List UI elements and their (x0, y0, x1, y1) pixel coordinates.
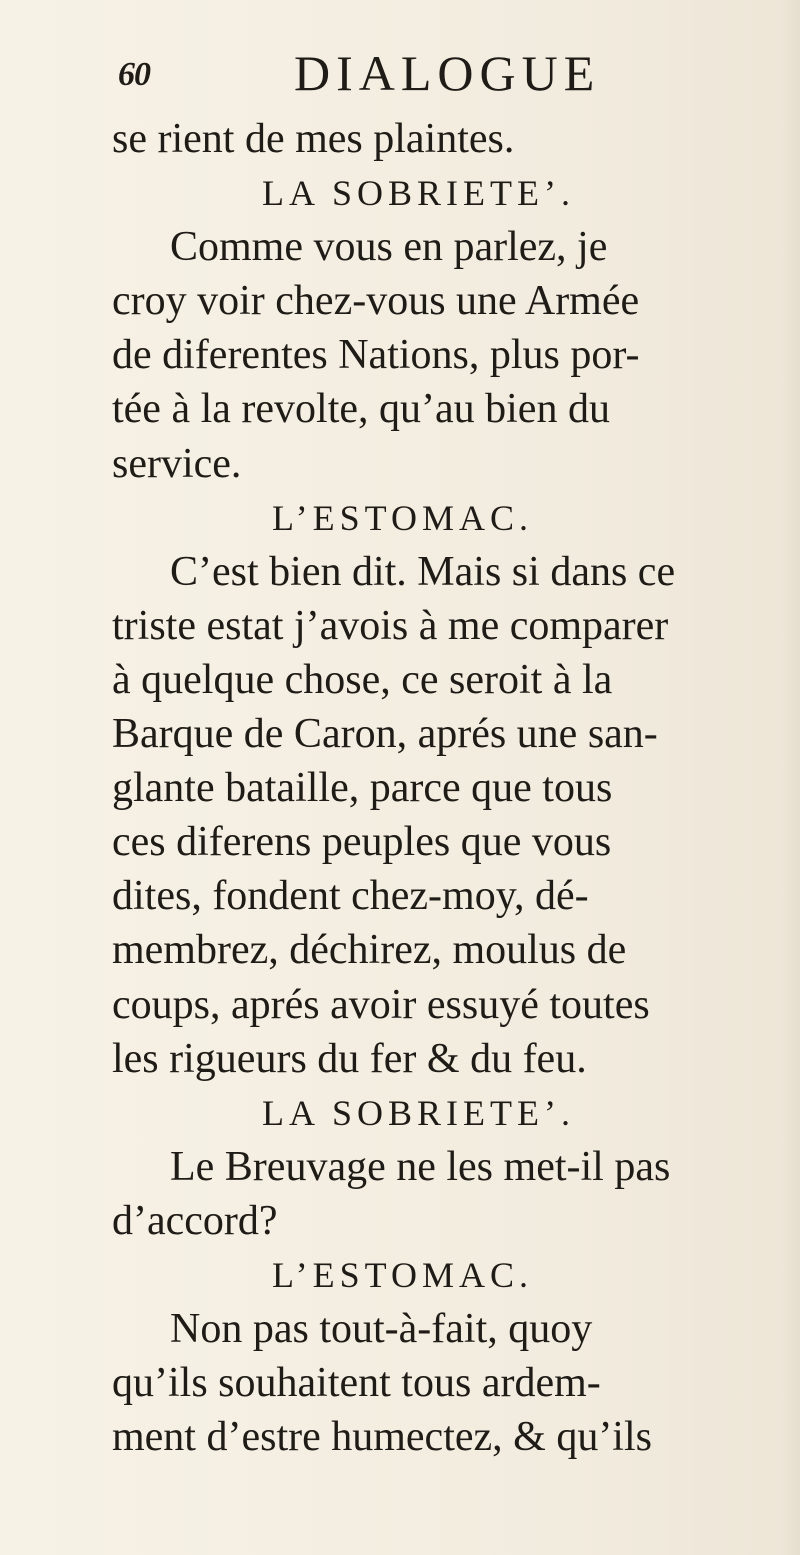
text-line: ces diferens peuples que vous (112, 819, 612, 866)
text-line: de diferentes Nations, plus por- (112, 332, 640, 379)
text-line: d’accord? (112, 1197, 278, 1244)
dialogue-text (112, 112, 780, 1464)
text-line: triste estat j’avois à me comparer (112, 602, 669, 649)
text-line: Barque de Caron, aprés une san- (112, 711, 658, 758)
speaker-label: L’ESTOMAC. (272, 497, 534, 538)
running-head: DIALOGUE (294, 45, 601, 101)
page-edge-shadow (782, 0, 800, 1555)
text-line: à quelque chose, ce seroit à la (112, 656, 613, 703)
text-line: service. (112, 440, 242, 487)
text-line: tée à la revolte, qu’au bien du (112, 386, 610, 433)
text-line: Comme vous en parlez, je (170, 224, 608, 271)
text-line: ment d’estre humectez, & qu’ils (112, 1414, 652, 1461)
text-line: croy voir chez-vous une Armée (112, 278, 640, 325)
speaker-label: LA SOBRIETE’. (262, 1092, 575, 1133)
page-header (118, 45, 678, 108)
speaker-label: LA SOBRIETE’. (262, 173, 575, 214)
text-line: C’est bien dit. Mais si dans ce (170, 548, 676, 595)
text-line: les rigueurs du fer & du feu. (112, 1035, 587, 1082)
text-line: Non pas tout-à-fait, quoy (170, 1306, 593, 1353)
page-number: 60 (118, 56, 150, 93)
text-line: glante bataille, parce que tous (112, 765, 613, 812)
text-line: Le Breuvage ne les met-il pas (170, 1143, 671, 1190)
text-line: se rient de mes plaintes. (112, 116, 515, 162)
speaker-label: L’ESTOMAC. (272, 1254, 534, 1295)
text-line: qu’ils souhaitent tous ardem- (112, 1360, 601, 1407)
text-line: dites, fondent chez-moy, dé- (112, 873, 589, 920)
text-line: coups, aprés avoir essuyé toutes (112, 981, 650, 1028)
text-line: membrez, déchirez, moulus de (112, 927, 627, 974)
